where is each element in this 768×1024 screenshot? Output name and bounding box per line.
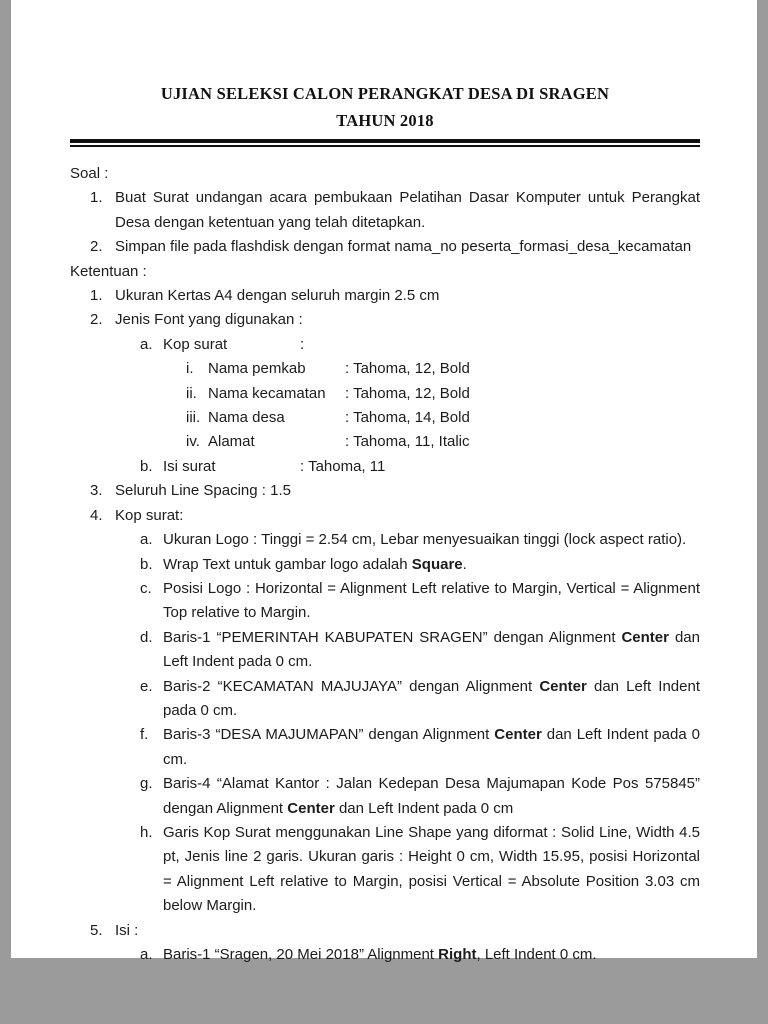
list-item — [70, 723, 700, 772]
list-item — [70, 772, 700, 821]
emphasized-text: Right — [438, 946, 477, 963]
line-text — [208, 360, 470, 377]
list-item — [70, 504, 700, 528]
line-text — [208, 433, 470, 450]
line-value: : Tahoma, 12, Bold — [345, 384, 470, 402]
text-segment: Soal : — [70, 165, 109, 182]
list-marker: 2. — [90, 311, 103, 329]
line-text — [208, 385, 470, 402]
line-label: Isi surat — [163, 457, 216, 475]
list-item — [70, 553, 700, 577]
line-label: Alamat — [208, 433, 255, 451]
list-marker: a. — [140, 335, 153, 353]
list-item — [70, 577, 700, 626]
text-segment: Kop surat: — [115, 506, 184, 524]
line-value: : Tahoma, 12, Bold — [345, 360, 470, 378]
list-item — [70, 943, 700, 967]
list-item — [70, 455, 700, 479]
line-label: Nama kecamatan — [208, 384, 326, 402]
list-item — [70, 235, 700, 259]
text-segment: Isi : — [115, 921, 139, 939]
line-text — [163, 531, 686, 548]
text-segment: Ketentuan : — [70, 262, 147, 280]
text-segment: Baris-3 “DESA MAJUMAPAN” dengan Alignment — [163, 726, 495, 744]
list-marker: 1. — [90, 189, 103, 207]
list-marker: 4. — [90, 506, 103, 524]
text-segment: Simpan file pada flashdisk dengan format nama_no peserta_formasi_desa_kecamatan — [115, 238, 692, 256]
text-segment: dan Left Indent pada 0 cm. — [163, 726, 700, 768]
title-divider-rule — [70, 139, 700, 147]
line-text — [70, 263, 147, 280]
text-segment: . — [462, 555, 467, 573]
line-text — [163, 678, 700, 719]
line-text — [115, 482, 291, 499]
list-marker: e. — [140, 677, 153, 695]
list-marker: 5. — [90, 921, 103, 939]
line-value: : Tahoma, 11 — [300, 457, 386, 475]
line-text — [163, 629, 700, 670]
list-item — [70, 528, 700, 552]
text-segment: Baris-4 “Alamat Kantor : Jalan Kedepan Desa Majumapan Kode Pos 575845” dengan Alignment — [163, 775, 700, 817]
text-segment: Ukuran Kertas A4 dengan seluruh margin 2.5 cm — [115, 287, 440, 305]
emphasized-text: Square — [411, 555, 463, 573]
text-segment: dan Left Indent pada 0 cm — [334, 799, 514, 817]
document-page — [11, 0, 757, 963]
list-marker: d. — [140, 628, 153, 646]
line-text — [163, 726, 700, 767]
text-segment: Baris-1 “PEMERINTAH KABUPATEN SRAGEN” dengan Alignment — [163, 628, 622, 646]
list-item — [70, 406, 700, 430]
emphasized-text: Center — [539, 677, 587, 695]
line-text — [163, 824, 700, 914]
section-heading — [70, 260, 700, 284]
emphasized-text: Center — [287, 799, 335, 817]
list-item — [70, 333, 700, 357]
line-value: : Tahoma, 11, Italic — [345, 433, 470, 451]
line-text — [115, 311, 303, 328]
line-text — [115, 922, 138, 939]
list-marker: i. — [186, 360, 194, 378]
list-item — [70, 479, 700, 503]
emphasized-text: Center — [621, 628, 669, 646]
text-segment: dan Left Indent pada 0 cm. — [163, 628, 700, 671]
line-value: : Tahoma, 14, Bold — [345, 409, 470, 427]
list-marker: 3. — [90, 482, 103, 500]
list-item — [70, 626, 700, 675]
text-segment: Jenis Font yang digunakan : — [115, 311, 303, 329]
line-text — [163, 775, 700, 816]
list-item — [70, 430, 700, 454]
text-segment: Posisi Logo : Horizontal = Alignment Left relative to Margin, Vertical = Alignment Top relative to Margin. — [163, 579, 700, 622]
list-marker: iv. — [186, 433, 200, 451]
list-item — [70, 675, 700, 724]
document-title-line2: TAHUN 2018 — [336, 111, 434, 130]
list-marker: b. — [140, 457, 153, 475]
list-item — [70, 284, 700, 308]
line-text — [208, 409, 470, 426]
line-text — [163, 556, 467, 573]
line-text — [115, 189, 700, 230]
line-label: Kop surat — [163, 335, 228, 353]
line-text — [163, 336, 304, 353]
list-marker: g. — [140, 775, 153, 793]
line-text — [163, 580, 700, 621]
list-item — [70, 186, 700, 235]
line-value: : — [300, 335, 305, 353]
section-heading — [70, 162, 700, 186]
list-item — [70, 308, 700, 332]
text-segment: dan Left Indent pada 0 cm. — [163, 677, 700, 719]
line-text — [115, 238, 691, 255]
list-marker: f. — [140, 726, 149, 744]
list-marker: a. — [140, 531, 153, 549]
text-segment: , Left Indent 0 cm. — [476, 946, 597, 963]
line-label: Nama desa — [208, 409, 285, 427]
text-segment: Baris-2 “KECAMATAN MAJUJAYA” dengan Alignment — [163, 677, 540, 695]
text-segment: Wrap Text untuk gambar logo adalah — [163, 555, 412, 573]
list-marker: 1. — [90, 287, 103, 305]
list-marker: a. — [140, 946, 153, 963]
list-marker: b. — [140, 555, 153, 573]
list-marker: c. — [140, 579, 152, 597]
list-item — [70, 919, 700, 943]
list-item — [70, 382, 700, 406]
list-marker: iii. — [186, 409, 201, 427]
text-segment: Buat Surat undangan acara pembukaan Pelatihan Dasar Komputer untuk Perangkat Desa dengan ketentuan yang telah ditetapkan. — [115, 189, 700, 231]
line-text — [70, 165, 108, 182]
line-label: Nama pemkab — [208, 360, 306, 378]
document-body — [70, 162, 700, 967]
line-text — [115, 507, 183, 524]
document-title-block — [70, 80, 700, 134]
list-marker: ii. — [186, 384, 197, 402]
document-title-line1: UJIAN SELEKSI CALON PERANGKAT DESA DI SRAGEN — [160, 84, 610, 103]
text-segment: Seluruh Line Spacing : 1.5 — [115, 482, 291, 500]
list-marker: 2. — [90, 238, 103, 256]
list-item — [70, 821, 700, 919]
emphasized-text: Center — [494, 726, 542, 744]
text-segment: Garis Kop Surat menggunakan Line Shape yang diformat : Solid Line, Width 4.5 pt, Jenis line 2 garis. Ukuran garis : Height 0 cm, Width 15.95, posisi Horizontal = Alignment Left relative to Margin, posisi Vertical = Absolute Position 3.03 cm below Margin. — [163, 823, 700, 915]
list-item — [70, 357, 700, 381]
line-text — [163, 946, 597, 963]
line-text — [115, 287, 439, 304]
text-segment: Ukuran Logo : Tinggi = 2.54 cm, Lebar menyesuaikan tinggi (lock aspect ratio). — [163, 531, 687, 549]
line-text — [163, 458, 385, 475]
text-segment: Baris-1 “Sragen, 20 Mei 2018” Alignment — [163, 946, 439, 963]
list-marker: h. — [140, 823, 153, 841]
